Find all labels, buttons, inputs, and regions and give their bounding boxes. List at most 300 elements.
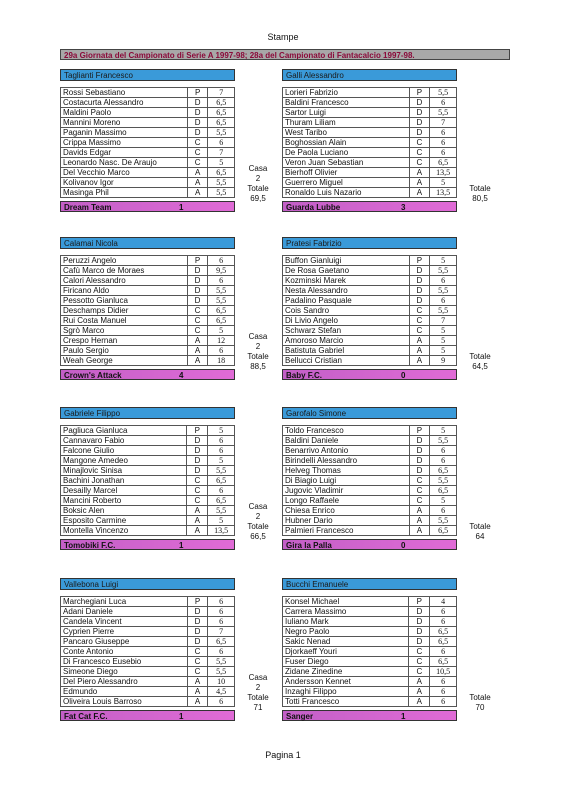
coach-name: Galli Alessandro [282, 69, 457, 81]
player-vote: 5 [208, 516, 235, 526]
player-role: D [187, 607, 208, 617]
player-name: Calori Alessandro [61, 276, 188, 286]
player-row [283, 326, 457, 336]
fanta-team-name: Tomobiki F.C. [64, 541, 116, 550]
coach-name: Bucchi Emanuele [282, 578, 457, 590]
player-vote: 5 [430, 346, 457, 356]
player-vote: 5 [430, 336, 457, 346]
fanta-team-goals: 3 [401, 203, 406, 212]
player-row [283, 158, 457, 168]
players-table [60, 87, 235, 198]
player-vote: 18 [208, 356, 235, 366]
player-row [283, 138, 457, 148]
player-role: C [409, 316, 430, 326]
player-vote: 6 [430, 276, 457, 286]
player-role: D [187, 98, 208, 108]
side-line: Totale [247, 184, 269, 193]
player-row [283, 476, 457, 486]
fanta-team-goals: 4 [179, 371, 184, 380]
fanta-team-name: Dream Team [64, 203, 112, 212]
player-name: Esposito Carmine [61, 516, 187, 526]
player-name: Oliveira Louis Barroso [61, 697, 188, 707]
fanta-team-bar [282, 539, 457, 550]
player-vote: 6,5 [430, 526, 457, 536]
player-vote: 7 [208, 148, 235, 158]
player-row [283, 178, 457, 188]
player-name: Hubner Dario [283, 516, 410, 526]
player-row [283, 677, 457, 687]
player-vote: 5,5 [430, 108, 457, 118]
player-vote: 6 [430, 647, 457, 657]
player-role: A [187, 188, 208, 198]
player-vote: 5,5 [430, 516, 457, 526]
player-role: D [187, 266, 208, 276]
player-row [61, 697, 235, 707]
player-vote: 6,5 [430, 466, 457, 476]
player-row [283, 697, 457, 707]
player-name: Di Francesco Eusebio [61, 657, 188, 667]
players-table [282, 255, 457, 366]
player-role: C [187, 158, 208, 168]
players-table [282, 596, 457, 707]
player-role: C [187, 148, 208, 158]
away-team-block [282, 237, 457, 380]
player-role: A [187, 506, 208, 516]
player-vote: 6 [430, 456, 457, 466]
player-row [283, 617, 457, 627]
player-role: P [409, 426, 430, 436]
fanta-team-bar [60, 201, 235, 212]
player-name: Andersson Kennet [283, 677, 409, 687]
player-vote: 6 [208, 697, 235, 707]
home-side-info [238, 502, 278, 542]
player-role: D [187, 617, 208, 627]
page-footer: Pagina 1 [265, 750, 301, 760]
player-vote: 9 [430, 356, 457, 366]
player-role: D [409, 627, 430, 637]
player-vote: 6 [430, 148, 457, 158]
player-name: Leonardo Nasc. De Araujo [61, 158, 188, 168]
player-role: D [409, 466, 430, 476]
fanta-team-goals: 1 [401, 712, 406, 721]
player-role: A [409, 356, 430, 366]
player-row [61, 506, 235, 516]
player-name: Pagliuca Gianluca [61, 426, 187, 436]
player-row [61, 326, 235, 336]
player-row [283, 336, 457, 346]
player-row [61, 108, 235, 118]
coach-name: Garofalo Simone [282, 407, 457, 419]
player-vote: 5 [208, 326, 235, 336]
player-role: P [187, 88, 208, 98]
player-vote: 6,5 [430, 637, 457, 647]
player-name: Baldini Daniele [283, 436, 410, 446]
player-name: Crippa Massimo [61, 138, 188, 148]
player-vote: 6 [208, 276, 235, 286]
player-vote: 6,5 [208, 496, 235, 506]
fanta-team-name: Sanger [286, 712, 314, 721]
player-name: Boghossian Alain [283, 138, 410, 148]
player-name: Batistuta Gabriel [283, 346, 410, 356]
player-vote: 13,5 [208, 526, 235, 536]
away-side-info [460, 522, 500, 542]
player-name: Mangone Amedeo [61, 456, 187, 466]
player-vote: 6 [208, 486, 235, 496]
player-vote: 10 [208, 677, 235, 687]
player-row [283, 118, 457, 128]
player-name: Palmieri Francesco [283, 526, 410, 536]
coach-name: Calamai Nicola [60, 237, 235, 249]
player-role: C [187, 647, 208, 657]
player-role: D [187, 108, 208, 118]
player-name: Sgrò Marco [61, 326, 188, 336]
player-name: Negro Paolo [283, 627, 409, 637]
player-row [283, 168, 457, 178]
player-row [61, 88, 235, 98]
player-row [283, 346, 457, 356]
player-row [61, 276, 235, 286]
player-row [283, 188, 457, 198]
player-row [283, 486, 457, 496]
player-name: Mancini Roberto [61, 496, 187, 506]
players-table [60, 596, 235, 707]
player-vote: 5,5 [208, 178, 235, 188]
player-row [283, 506, 457, 516]
player-row [61, 486, 235, 496]
player-role: C [187, 326, 208, 336]
player-row [283, 276, 457, 286]
player-name: Del Piero Alessandro [61, 677, 188, 687]
player-vote: 6 [430, 98, 457, 108]
player-vote: 6,5 [208, 476, 235, 486]
player-name: Helveg Thomas [283, 466, 410, 476]
player-name: Edmundo [61, 687, 188, 697]
player-row [61, 687, 235, 697]
player-name: Di Biagio Luigi [283, 476, 410, 486]
player-name: Jugovic Vladimir [283, 486, 410, 496]
player-vote: 5 [430, 178, 457, 188]
player-vote: 5,5 [430, 266, 457, 276]
player-row [61, 436, 235, 446]
player-vote: 4,5 [208, 687, 235, 697]
player-vote: 5,5 [430, 306, 457, 316]
player-vote: 6 [430, 506, 457, 516]
player-row [61, 456, 235, 466]
player-row [61, 346, 235, 356]
player-role: A [409, 178, 430, 188]
player-vote: 5,5 [430, 286, 457, 296]
coach-name: Taglianti Francesco [60, 69, 235, 81]
player-vote: 6 [208, 346, 235, 356]
round-banner: 29a Giornata del Campionato di Serie A 1997-98; 28a del Campionato di Fantacalcio 1997-98. [60, 49, 510, 60]
away-side-info [460, 693, 500, 713]
player-row [283, 296, 457, 306]
player-row [283, 148, 457, 158]
side-line: Casa [248, 673, 268, 682]
player-role: D [409, 98, 430, 108]
player-role: P [187, 426, 208, 436]
player-row [283, 466, 457, 476]
home-team-block [60, 237, 235, 380]
player-vote: 9,5 [208, 266, 235, 276]
player-row [61, 466, 235, 476]
player-name: Falcone Giulio [61, 446, 187, 456]
player-role: A [187, 336, 208, 346]
player-role: A [409, 526, 430, 536]
player-vote: 6 [430, 607, 457, 617]
side-line: Casa [248, 332, 268, 341]
side-line: 2 [255, 174, 261, 183]
player-row [61, 677, 235, 687]
player-row [61, 98, 235, 108]
player-name: Maldini Paolo [61, 108, 188, 118]
player-role: C [187, 486, 208, 496]
player-role: A [187, 526, 208, 536]
side-line: 69,5 [250, 194, 266, 203]
player-role: C [187, 476, 208, 486]
fanta-team-name: Guarda Lubbe [286, 203, 341, 212]
player-role: C [409, 657, 430, 667]
player-role: P [409, 597, 430, 607]
player-name: Padalino Pasquale [283, 296, 410, 306]
player-vote: 6 [430, 128, 457, 138]
player-row [61, 286, 235, 296]
player-name: Nesta Alessandro [283, 286, 410, 296]
player-name: Cois Sandro [283, 306, 410, 316]
side-line: Totale [469, 184, 491, 193]
player-role: D [409, 436, 430, 446]
side-line: 2 [255, 342, 261, 351]
player-role: D [187, 637, 208, 647]
player-row [61, 148, 235, 158]
player-name: Inzaghi Filippo [283, 687, 409, 697]
side-line: Totale [247, 352, 269, 361]
fanta-team-goals: 0 [401, 371, 406, 380]
side-line: Casa [248, 164, 268, 173]
player-vote: 6 [208, 617, 235, 627]
player-name: Amoroso Marcio [283, 336, 410, 346]
player-role: D [409, 296, 430, 306]
player-row [283, 667, 457, 677]
player-row [61, 256, 235, 266]
player-vote: 4 [430, 597, 457, 607]
player-name: Desailly Marcel [61, 486, 187, 496]
player-role: A [187, 687, 208, 697]
player-row [61, 657, 235, 667]
player-name: Weah George [61, 356, 188, 366]
player-name: Bellucci Cristian [283, 356, 410, 366]
fanta-team-goals: 0 [401, 541, 406, 550]
player-row [283, 426, 457, 436]
player-vote: 5,5 [430, 476, 457, 486]
player-row [283, 446, 457, 456]
player-row [283, 356, 457, 366]
player-role: A [187, 677, 208, 687]
player-name: Thuram Liliam [283, 118, 410, 128]
player-row [283, 306, 457, 316]
fanta-team-bar [60, 710, 235, 721]
home-side-info [238, 332, 278, 372]
player-role: C [409, 138, 430, 148]
player-role: D [409, 286, 430, 296]
player-vote: 6,5 [430, 158, 457, 168]
fanta-team-name: Gira la Palla [286, 541, 332, 550]
player-vote: 5,5 [208, 286, 235, 296]
player-row [61, 476, 235, 486]
player-row [61, 647, 235, 657]
player-role: C [409, 667, 430, 677]
player-role: A [187, 516, 208, 526]
player-vote: 6 [208, 607, 235, 617]
player-vote: 10,5 [430, 667, 457, 677]
side-line: 88,5 [250, 362, 266, 371]
player-row [61, 356, 235, 366]
away-team-block [282, 578, 457, 721]
away-side-info [460, 352, 500, 372]
player-vote: 6,5 [208, 108, 235, 118]
player-vote: 5 [430, 496, 457, 506]
player-name: Rui Costa Manuel [61, 316, 188, 326]
player-vote: 5 [430, 326, 457, 336]
player-role: P [409, 88, 430, 98]
fanta-team-bar [60, 539, 235, 550]
player-vote: 5,5 [430, 436, 457, 446]
player-role: A [187, 178, 208, 188]
player-row [61, 637, 235, 647]
player-row [61, 128, 235, 138]
fanta-team-bar [282, 710, 457, 721]
player-vote: 5,5 [208, 667, 235, 677]
player-vote: 7 [430, 118, 457, 128]
player-name: Deschamps Didier [61, 306, 188, 316]
home-team-block [60, 578, 235, 721]
player-role: P [187, 256, 208, 266]
player-name: Bachini Jonathan [61, 476, 187, 486]
player-row [61, 617, 235, 627]
player-name: Buffon Gianluigi [283, 256, 410, 266]
side-line: 64 [475, 532, 485, 541]
player-row [61, 178, 235, 188]
player-role: P [409, 256, 430, 266]
player-vote: 6,5 [208, 316, 235, 326]
player-role: A [187, 346, 208, 356]
player-vote: 5,5 [430, 88, 457, 98]
player-row [283, 687, 457, 697]
player-name: Crespo Hernan [61, 336, 188, 346]
player-name: Sartor Luigi [283, 108, 410, 118]
player-name: Kozminski Marek [283, 276, 410, 286]
player-role: D [409, 446, 430, 456]
side-line: Totale [469, 693, 491, 702]
side-line: 66,5 [250, 532, 266, 541]
player-vote: 5,5 [208, 466, 235, 476]
player-row [61, 607, 235, 617]
player-row [283, 88, 457, 98]
player-row [283, 286, 457, 296]
player-name: Peruzzi Angelo [61, 256, 188, 266]
player-vote: 6 [208, 647, 235, 657]
fanta-team-bar [282, 201, 457, 212]
player-row [283, 526, 457, 536]
player-role: C [409, 148, 430, 158]
coach-name: Pratesi Fabrizio [282, 237, 457, 249]
player-vote: 6,5 [430, 657, 457, 667]
player-name: Ronaldo Luis Nazario [283, 188, 410, 198]
player-role: D [187, 128, 208, 138]
player-role: D [187, 627, 208, 637]
player-name: Fuser Diego [283, 657, 409, 667]
player-vote: 6 [208, 138, 235, 148]
player-role: A [409, 168, 430, 178]
player-role: A [187, 168, 208, 178]
side-line: 64,5 [472, 362, 488, 371]
player-vote: 6 [430, 617, 457, 627]
home-side-info [238, 164, 278, 204]
player-role: D [409, 607, 430, 617]
player-row [283, 266, 457, 276]
player-role: A [409, 336, 430, 346]
player-row [61, 627, 235, 637]
side-line: 70 [475, 703, 485, 712]
player-role: D [187, 466, 208, 476]
player-name: Adani Daniele [61, 607, 188, 617]
player-name: Lorieri Fabrizio [283, 88, 410, 98]
player-row [283, 607, 457, 617]
side-line: 80,5 [472, 194, 488, 203]
player-row [61, 526, 235, 536]
player-row [61, 266, 235, 276]
player-role: A [187, 697, 208, 707]
player-name: Veron Juan Sebastian [283, 158, 410, 168]
player-name: Carrera Massimo [283, 607, 409, 617]
player-name: Iuliano Mark [283, 617, 409, 627]
player-name: Davids Edgar [61, 148, 188, 158]
side-line: Casa [248, 502, 268, 511]
player-role: A [409, 516, 430, 526]
player-name: Kolivanov Igor [61, 178, 188, 188]
away-team-block [282, 407, 457, 550]
player-name: Masinga Phil [61, 188, 188, 198]
player-role: D [187, 456, 208, 466]
player-row [61, 446, 235, 456]
player-role: C [409, 496, 430, 506]
player-vote: 6 [430, 687, 457, 697]
fanta-team-name: Baby F.C. [286, 371, 323, 380]
home-side-info [238, 673, 278, 713]
players-table [60, 425, 235, 536]
player-role: D [409, 617, 430, 627]
player-vote: 6 [430, 697, 457, 707]
player-role: D [409, 128, 430, 138]
fanta-team-bar [60, 369, 235, 380]
player-role: D [409, 276, 430, 286]
player-vote: 6 [208, 597, 235, 607]
player-name: Montella Vincenzo [61, 526, 187, 536]
player-name: Birindelli Alessandro [283, 456, 410, 466]
player-vote: 6 [208, 436, 235, 446]
player-row [61, 597, 235, 607]
player-role: C [187, 667, 208, 677]
player-vote: 13,5 [430, 188, 457, 198]
player-row [61, 306, 235, 316]
side-line: 2 [255, 683, 261, 692]
player-role: C [409, 647, 430, 657]
player-role: A [187, 356, 208, 366]
player-vote: 5,5 [208, 296, 235, 306]
side-line: Totale [247, 522, 269, 531]
player-name: Pessotto Gianluca [61, 296, 188, 306]
player-name: Cafù Marco de Moraes [61, 266, 188, 276]
